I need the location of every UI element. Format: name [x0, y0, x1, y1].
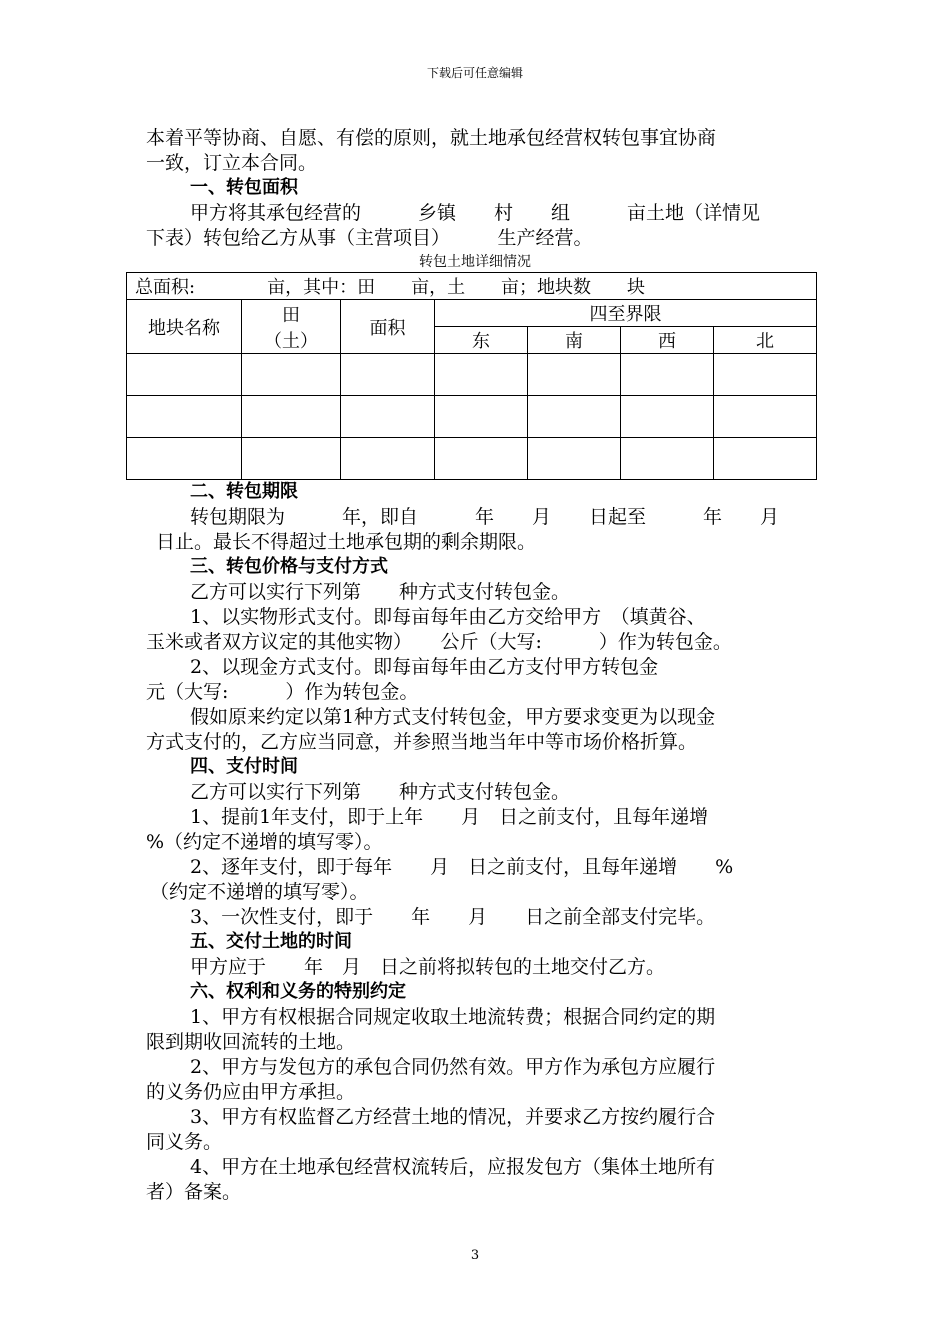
table-cell[interactable]	[621, 438, 714, 480]
table-cell[interactable]	[341, 396, 435, 438]
table-cell[interactable]	[714, 354, 817, 396]
header-east: 东	[435, 327, 528, 354]
section-4-line-6: 3、一次性支付，即于 年 月 日之前全部支付完毕。	[190, 906, 716, 928]
table-cell[interactable]	[528, 354, 621, 396]
table-row	[127, 396, 817, 438]
table-cell[interactable]	[621, 396, 714, 438]
total-area-cell: 总面积: 亩，其中：田 亩，土 亩；地块数 块	[127, 273, 817, 300]
section-1-heading: 一、转包面积	[190, 177, 298, 198]
table-cell[interactable]	[435, 396, 528, 438]
section-2-line-2: 日止。最长不得超过土地承包期的剩余期限。	[156, 531, 537, 553]
header-north: 北	[714, 327, 817, 354]
land-detail-table	[126, 272, 817, 480]
table-cell[interactable]	[528, 396, 621, 438]
table-row	[127, 438, 817, 480]
header-west: 西	[621, 327, 714, 354]
table-cell[interactable]	[341, 438, 435, 480]
intro-line-2: 一致，订立本合同。	[146, 152, 318, 174]
table-cell[interactable]	[714, 438, 817, 480]
section-1-line-2: 下表）转包给乙方从事（主营项目） 生产经营。	[146, 227, 593, 249]
table-row	[127, 354, 817, 396]
table-cell[interactable]	[435, 438, 528, 480]
intro-line-1: 本着平等协商、自愿、有偿的原则，就土地承包经营权转包事宜协商	[146, 127, 717, 149]
section-3-line-2: 1、以实物形式支付。即每亩每年由乙方交给甲方 （填黄谷、	[190, 606, 706, 628]
table-cell[interactable]	[127, 438, 242, 480]
total-row	[127, 273, 817, 300]
table-caption: 转包土地详细情况	[419, 254, 531, 270]
page-number: 3	[470, 1248, 480, 1263]
section-4-line-3: %（约定不递增的填写零）。	[146, 831, 383, 853]
section-2-line-1: 转包期限为 年，即自 年 月 日起至 年 月	[190, 506, 780, 528]
section-4-line-4: 2、逐年支付，即于每年 月 日之前支付，且每年递增 %	[190, 856, 734, 878]
table-cell[interactable]	[242, 354, 341, 396]
table-cell[interactable]	[242, 438, 341, 480]
section-6-line-2: 限到期收回流转的土地。	[146, 1031, 356, 1053]
table-cell[interactable]	[242, 396, 341, 438]
header-field-top: 田	[282, 304, 300, 326]
table-cell[interactable]	[341, 354, 435, 396]
section-3-line-7: 方式支付的，乙方应当同意，并参照当地当年中等市场价格折算。	[146, 731, 698, 753]
table-cell[interactable]	[621, 354, 714, 396]
section-6-line-8: 者）备案。	[146, 1181, 242, 1203]
table-cell[interactable]	[127, 396, 242, 438]
header-boundaries: 四至界限	[435, 300, 817, 327]
header-field-bottom: （土）	[264, 330, 318, 352]
section-4-heading: 四、支付时间	[190, 756, 298, 777]
section-3-heading: 三、转包价格与支付方式	[190, 556, 388, 577]
section-6-heading: 六、权利和义务的特别约定	[190, 981, 406, 1002]
section-6-line-4: 的义务仍应由甲方承担。	[146, 1081, 356, 1103]
section-6-line-6: 同义务。	[146, 1131, 223, 1153]
section-4-line-2: 1、提前1年支付，即于上年 月 日之前支付，且每年递增	[190, 806, 709, 828]
section-6-line-7: 4、甲方在土地承包经营权流转后，应报发包方（集体土地所有	[190, 1156, 716, 1178]
table-cell[interactable]	[714, 396, 817, 438]
table-cell[interactable]	[528, 438, 621, 480]
header-south: 南	[528, 327, 621, 354]
section-3-line-6: 假如原来约定以第1种方式支付转包金，甲方要求变更为以现金	[190, 706, 716, 728]
section-3-line-4: 2、以现金方式支付。即每亩每年由乙方支付甲方转包金	[190, 656, 659, 678]
section-4-line-5: （约定不递增的填写零）。	[150, 881, 369, 903]
table-cell[interactable]	[127, 354, 242, 396]
header-row-1	[127, 300, 817, 327]
section-3-line-3: 玉米或者双方议定的其他实物） 公斤（大写: ）作为转包金。	[146, 631, 732, 653]
section-6-line-5: 3、甲方有权监督乙方经营土地的情况，并要求乙方按约履行合	[190, 1106, 716, 1128]
header-field-type	[242, 300, 341, 354]
header-area: 面积	[341, 300, 435, 354]
section-2-heading: 二、转包期限	[190, 481, 298, 502]
table-cell[interactable]	[435, 354, 528, 396]
header-plot-name: 地块名称	[127, 300, 242, 354]
section-4-line-1: 乙方可以实行下列第 种方式支付转包金。	[190, 781, 571, 803]
section-6-line-3: 2、甲方与发包方的承包合同仍然有效。甲方作为承包方应履行	[190, 1056, 716, 1078]
section-1-line-1: 甲方将其承包经营的 乡镇 村 组 亩土地（详情见	[190, 202, 761, 224]
section-6-line-1: 1、甲方有权根据合同规定收取土地流转费；根据合同约定的期	[190, 1006, 716, 1028]
section-3-line-1: 乙方可以实行下列第 种方式支付转包金。	[190, 581, 571, 603]
page-header: 下载后可任意编辑	[426, 66, 523, 80]
section-5-line-1: 甲方应于 年 月 日之前将拟转包的土地交付乙方。	[190, 956, 666, 978]
section-3-line-5: 元（大写: ）作为转包金。	[146, 681, 419, 703]
section-5-heading: 五、交付土地的时间	[190, 931, 352, 952]
